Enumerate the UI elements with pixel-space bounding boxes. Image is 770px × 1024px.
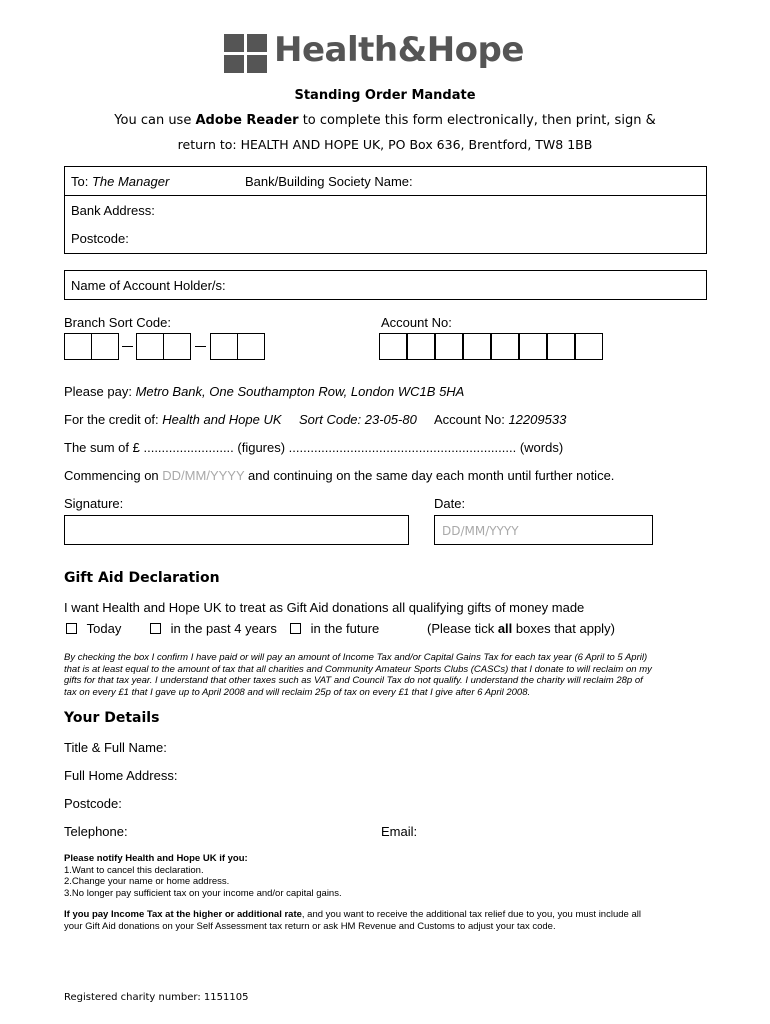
intro-pre: You can use [114,113,196,128]
charity-number: Registered charity number: 1151105 [64,992,249,1003]
sort-code-label: Branch Sort Code: [64,315,171,330]
intro-post: to complete this form electronically, then print, sign & [298,113,656,128]
logo-text: Health&Hope [274,30,524,70]
account-digit[interactable] [463,333,491,360]
account-digit[interactable] [435,333,463,360]
account-digit[interactable] [407,333,435,360]
notify-item: 2.Change your name or home address. [64,876,230,887]
logo [224,30,536,74]
today-label: Today [86,621,122,636]
bank-details-box [64,166,707,254]
gift-aid-options [66,621,686,639]
higher-rate-bold: If you pay Income Tax at the higher or additional rate [64,909,302,920]
commencing-date-field[interactable]: DD/MM/YYYY [162,468,245,483]
account-digit[interactable] [547,333,575,360]
bank-name-label: Bank/Building Society Name: [245,174,413,189]
declaration-line: tax on every £1 that I gave up to April 2008 and will reclaim 25p of tax on every £1 that I give after 6 April 2008. [64,686,531,698]
dash [122,346,133,347]
account-no-input[interactable] [379,333,607,360]
credit-value: Health and Hope UK [162,412,282,427]
gift-aid-heading: Gift Aid Declaration [64,570,220,586]
home-address-field[interactable]: Full Home Address: [64,768,178,783]
notify-item: 1.Want to cancel this declaration. [64,864,204,876]
payee-sort-code: Sort Code: 23-05-80 [299,412,417,427]
gift-aid-statement: I want Health and Hope UK to treat as Gift Aid donations all qualifying gifts of money made [64,600,585,615]
account-digit[interactable] [575,333,603,360]
signature-label: Signature: [64,496,124,511]
date-placeholder: DD/MM/YYYY [442,524,519,538]
notify-item: 3.No longer pay sufficient tax on your income and/or capital gains. [64,887,342,899]
details-postcode-field[interactable]: Postcode: [64,796,122,811]
date-label: Date: [434,496,466,511]
commencing-line [64,468,614,483]
account-holder-field[interactable] [64,270,707,300]
sort-code-digit[interactable] [163,333,191,360]
telephone-field[interactable]: Telephone: [64,824,128,839]
sort-code-digit[interactable] [136,333,164,360]
future-checkbox[interactable] [290,623,301,634]
to-value: The Manager [91,174,170,189]
title-name-field[interactable]: Title & Full Name: [64,740,167,755]
commencing-post: and continuing on the same day each month until further notice. [248,468,615,483]
divider [65,195,706,196]
credit-label: For the credit of: [64,412,159,427]
sort-code-digit[interactable] [210,333,238,360]
tick-pre: (Please tick [427,621,498,636]
to-field[interactable] [71,174,169,189]
bank-address-label: Bank Address: [71,203,155,218]
account-digit[interactable] [519,333,547,360]
notify-block [64,853,342,899]
dash [195,346,206,347]
sort-code-digit[interactable] [91,333,119,360]
past-4-years-checkbox[interactable] [150,623,161,634]
higher-rate-line-2: your Gift Aid donations on your Self Assessment tax return or ask HM Revenue and Customs to adjust your tax code. [64,920,556,932]
intro-line-2: return to: HEALTH AND HOPE UK, PO Box 636, Brentford, TW8 1BB [177,137,593,152]
payee-account-label: Account No: [434,412,505,427]
today-checkbox[interactable] [66,623,77,634]
declaration-line: that is at least equal to the amount of tax that all charities and Community Amateur Sports Clubs (CASCs) that I donate to will reclaim on my [64,663,652,675]
account-holder-label: Name of Account Holder/s: [71,278,226,293]
email-field[interactable]: Email: [381,824,418,839]
payee-account-value: 12209533 [508,412,567,427]
sort-code-input[interactable] [64,333,268,360]
notify-heading: Please notify Health and Hope UK if you: [64,853,248,864]
future-label: in the future [310,621,380,636]
sum-line: The sum of £ ......................... (figures) ............................................................... (words) [64,440,564,455]
tick-bold: all [497,621,513,636]
commencing-label: Commencing on [64,468,159,483]
page-title: Standing Order Mandate [294,88,476,103]
intro-line-1 [0,113,770,128]
to-label: To: [71,174,89,189]
account-digit[interactable] [379,333,407,360]
past-4-years-label: in the past 4 years [170,621,277,636]
account-digit[interactable] [491,333,519,360]
payee-account [434,412,566,427]
option-past-4-years[interactable] [150,621,277,636]
sort-code-digit[interactable] [64,333,92,360]
account-no-label: Account No: [381,315,452,330]
tick-instruction [427,621,615,636]
declaration-line: gifts for that tax year. I understand that other taxes such as VAT and Council Tax do not qualify. I understand the charity will reclaim 28p of [64,675,643,686]
please-pay-value: Metro Bank, One Southampton Row, London WC1B 5HA [135,384,465,399]
logo-squares-icon [224,34,270,74]
option-future[interactable] [290,621,379,636]
higher-rate-rest: , and you want to receive the additional tax relief due to you, you must include all [301,909,641,920]
signature-field[interactable] [64,515,409,545]
bank-postcode-label: Postcode: [71,231,129,246]
sort-code-digit[interactable] [237,333,265,360]
please-pay-line [64,384,464,399]
tick-post: boxes that apply) [512,621,615,636]
higher-rate-note [64,909,744,932]
credit-line [64,412,684,430]
option-today[interactable] [66,621,121,636]
declaration-text [64,652,724,698]
date-field[interactable] [434,515,653,545]
please-pay-label: Please pay: [64,384,132,399]
intro-bold: Adobe Reader [195,113,299,128]
declaration-line: By checking the box I confirm I have paid or will pay an amount of Income Tax and/or Capital Gains Tax for each tax year (6 April to 5 April) [64,652,648,663]
your-details-heading: Your Details [64,710,160,726]
